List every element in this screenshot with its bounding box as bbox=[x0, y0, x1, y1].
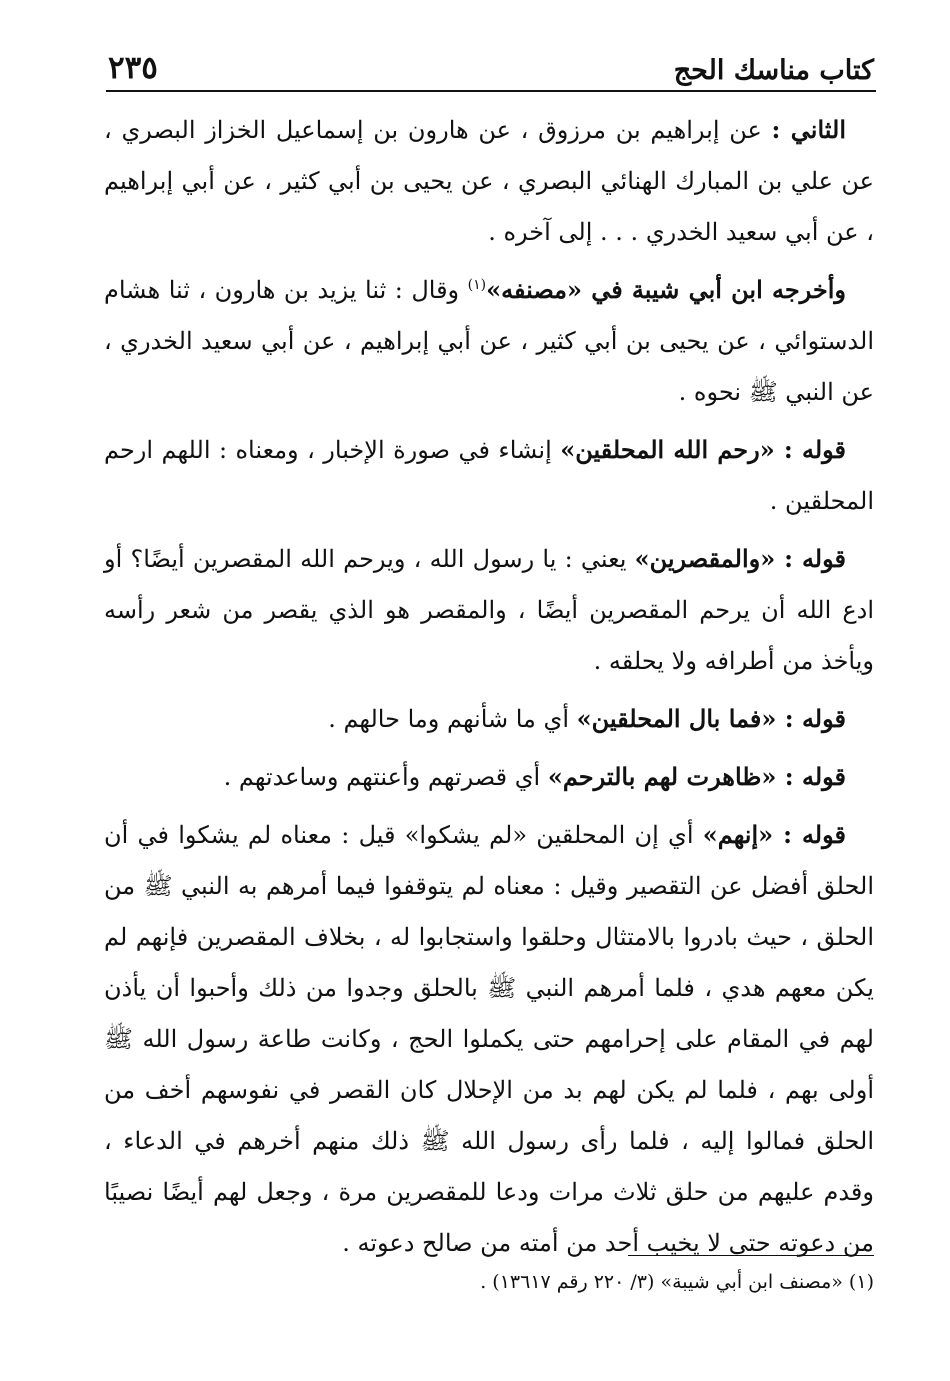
paragraph-lead: وأخرجه ابن أبي شيبة في «مصنفه» bbox=[486, 275, 847, 304]
running-header bbox=[108, 42, 874, 88]
header-divider bbox=[106, 90, 876, 92]
paragraph-text: أي ما شأنهم وما حالهم . bbox=[328, 705, 577, 733]
paragraph-fama-bal bbox=[104, 693, 874, 745]
paragraph-lead: قوله : «ظاهرت لهم بالترحم» bbox=[547, 762, 846, 791]
page-number: ٢٣٥ bbox=[108, 50, 158, 86]
paragraph-text: إنشاء في صورة الإخبار ، ومعناه : اللهم ارحم المحلقين . bbox=[104, 436, 874, 515]
paragraph-innahum bbox=[104, 809, 874, 1269]
footnote: (١) «مصنف ابن أبي شيبة» (٣/ ٢٢٠ رقم ١٣٦١٧) . bbox=[480, 1271, 874, 1293]
paragraph-text: عن إبراهيم بن مرزوق ، عن هارون بن إسماعيل الخزاز البصري ، عن علي بن المبارك الهنائي البصري ، عن يحيى بن أبي كثير ، عن أبي إبراهيم ، عن أبي سعيد الخدري . . . إلى آخره . bbox=[104, 116, 874, 246]
footnote-divider bbox=[628, 1255, 874, 1256]
paragraph-lead: قوله : «والمقصرين» bbox=[634, 544, 846, 573]
paragraph-text: وقال : ثنا يزيد بن هارون ، ثنا هشام الدستوائي ، عن يحيى بن أبي كثير ، عن أبي إبراهيم ، عن أبي سعيد الخدري ، عن النبي ﷺ نحوه . bbox=[104, 276, 874, 406]
paragraph-text: يعني : يا رسول الله ، ويرحم الله المقصرين أيضًا؟ أو ادع الله أن يرحم المقصرين أيضًا ، والمقصر هو الذي يقصر من شعر رأسه ويأخذ من أطرافه ولا يحلقه . bbox=[104, 545, 874, 675]
main-text bbox=[104, 104, 874, 1275]
running-title: كتاب مناسك الحج bbox=[673, 55, 874, 86]
paragraph-lead: قوله : «إنهم» bbox=[702, 820, 846, 849]
paragraph-ibn-abi-shayba bbox=[104, 264, 874, 418]
footnote-marker[interactable]: (١) bbox=[467, 277, 487, 293]
paragraph-rahima-allah bbox=[104, 424, 874, 527]
paragraph-zaharta bbox=[104, 751, 874, 803]
paragraph-lead: قوله : «رحم الله المحلقين» bbox=[560, 435, 847, 464]
paragraph-text: أي قصرتهم وأعنتهم وساعدتهم . bbox=[223, 763, 548, 791]
paragraph-text: أي إن المحلقين «لم يشكوا» قيل : معناه لم يشكوا في أن الحلق أفضل عن التقصير وقيل : معناه لم يتوقفوا فيما أمرهم به النبي ﷺ من الحلق ، حيث بادروا بالامتثال وحلقوا واستجابوا له ، بخلاف المقصرين فإنهم لم يكن معهم هدي ، فلما أمرهم النبي ﷺ بالحلق وجدوا من ذلك وأحبوا أن يأذن لهم في المقام على إحرامهم حتى يكملوا الحج ، وكانت طاعة رسول الله ﷺ أولى بهم ، فلما لم يكن لهم بد من الإحلال كان القصر في نفوسهم أخف من الحلق فمالوا إليه ، فلما رأى رسول الله ﷺ ذلك منهم أخرهم في الدعاء ، وقدم عليهم من حلق ثلاث مرات ودعا للمقصرين مرة ، وجعل لهم أيضًا نصيبًا من دعوته حتى لا يخيب أحد من أمته من صالح دعوته . bbox=[104, 821, 874, 1257]
paragraph-lead: الثاني : bbox=[771, 115, 847, 144]
paragraph-isnad-second bbox=[104, 104, 874, 258]
paragraph-muqassirin bbox=[104, 533, 874, 687]
paragraph-lead: قوله : «فما بال المحلقين» bbox=[576, 704, 846, 733]
